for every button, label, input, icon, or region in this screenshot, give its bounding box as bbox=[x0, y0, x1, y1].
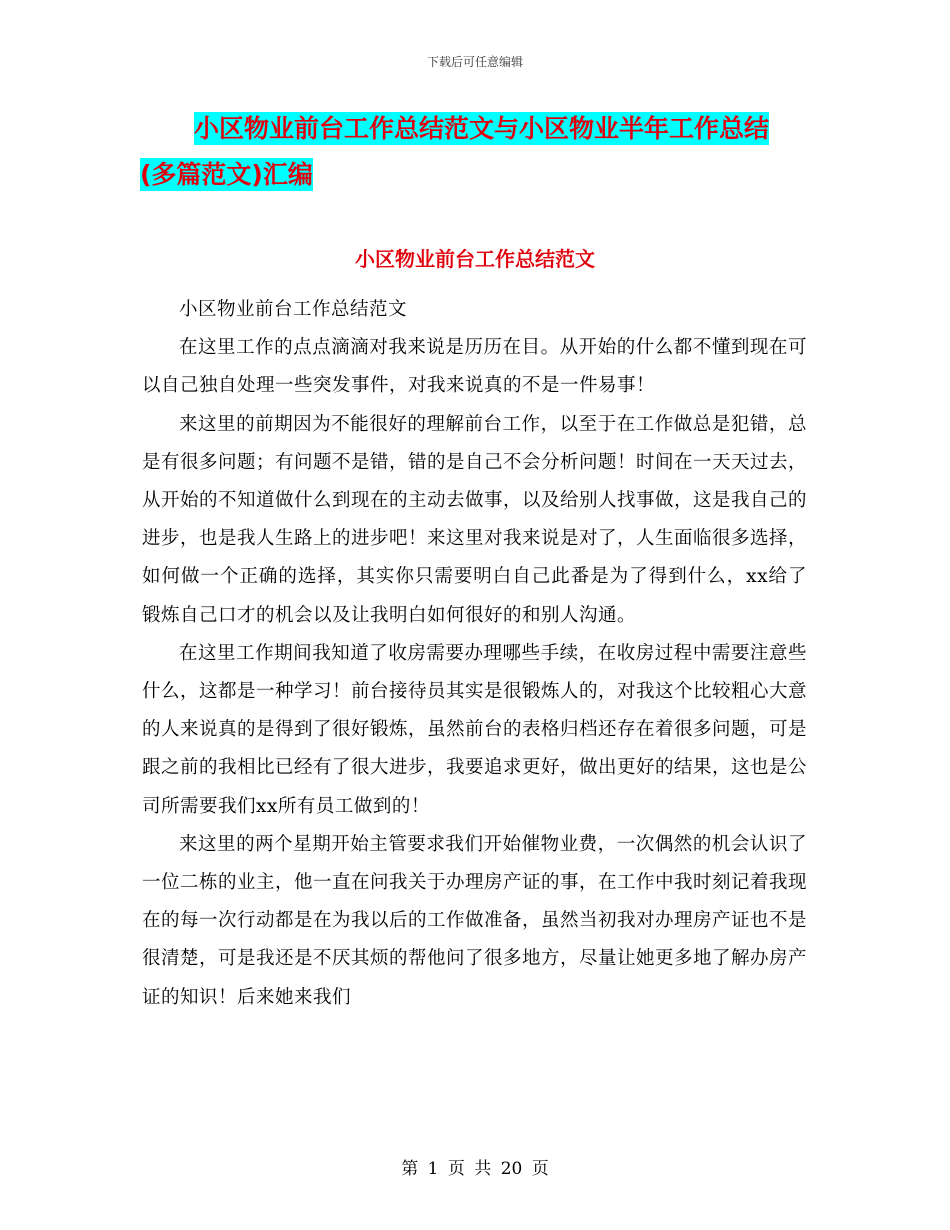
paragraph: 小区物业前台工作总结范文 bbox=[179, 299, 408, 320]
document-title-line-1: 小区物业前台工作总结范文与小区物业半年工作总结 bbox=[194, 114, 770, 143]
paragraph: 在这里工作的点点滴滴对我来说是历历在目。从开始的什么都不懂到现在可以自己独自处理一些突发事件，对我来说真的不是一件易事！ bbox=[142, 337, 807, 397]
page-number-footer: 第 1 页 共 20 页 bbox=[401, 1159, 549, 1179]
document-body bbox=[142, 291, 807, 1017]
document-title bbox=[140, 106, 810, 198]
paragraph: 来这里的两个星期开始主管要求我们开始催物业费，一次偶然的机会认识了一位二栋的业主，他一直在问我关于办理房产证的事，在工作中我时刻记着我现在的每一次行动都是在为我以后的工作做准备，虽然当初我对办理房产证也不是很清楚，可是我还是不厌其烦的帮他问了很多地方，尽量让她更多地了解办房产证的知识！后来她来我们 bbox=[142, 833, 808, 1008]
document-title-line-2: (多篇范文)汇编 bbox=[140, 160, 313, 189]
section-title: 小区物业前台工作总结范文 bbox=[355, 247, 595, 271]
header-note: 下载后可任意编辑 bbox=[426, 55, 523, 69]
paragraph: 在这里工作期间我知道了收房需要办理哪些手续，在收房过程中需要注意些什么，这都是一种学习！前台接待员其实是很锻炼人的，对我这个比较粗心大意的人来说真的是得到了很好锻炼，虽然前台的表格归档还存在着很多问题，可是跟之前的我相比已经有了很大进步，我要追求更好，做出更好的结果，这也是公司所需要我们xx所有员工做到的！ bbox=[142, 642, 808, 817]
paragraph: 来这里的前期因为不能很好的理解前台工作，以至于在工作做总是犯错，总是有很多问题；有问题不是错，错的是自己不会分析问题！时间在一天天过去，从开始的不知道做什么到现在的主动去做事，以及给别人找事做，这是我自己的进步，也是我人生路上的进步吧！来这里对我来说是对了，人生面临很多选择，如何做一个正确的选择，其实你只需要明白自己此番是为了得到什么，xx给了锻炼自己口才的机会以及让我明白如何很好的和别人沟通。 bbox=[142, 413, 808, 626]
